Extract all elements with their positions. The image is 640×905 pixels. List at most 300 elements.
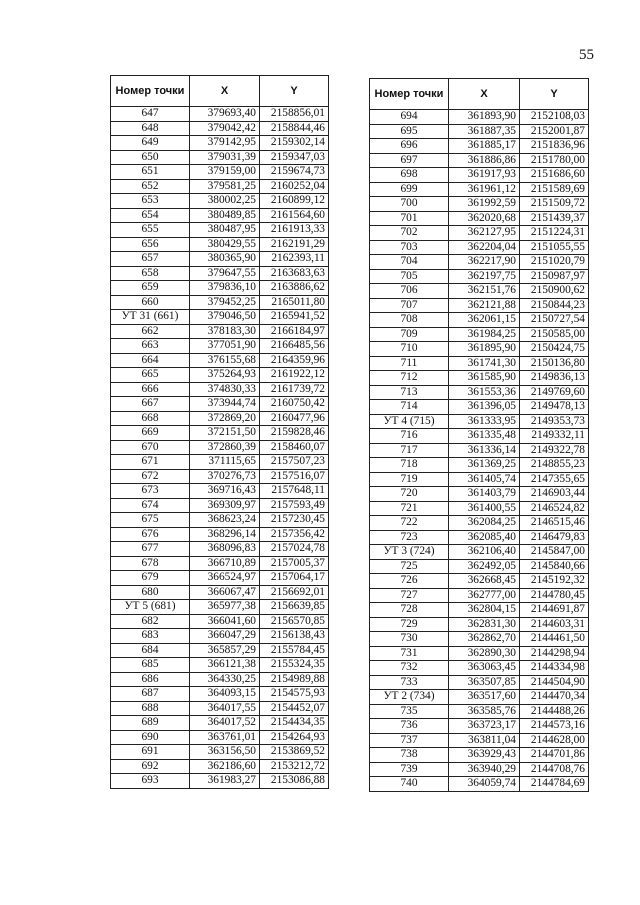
- point-number-cell: 688: [111, 701, 190, 716]
- point-number-cell: 665: [111, 368, 190, 383]
- y-coordinate-cell: 2166184,97: [260, 324, 329, 339]
- y-coordinate-cell: 2156570,85: [260, 614, 329, 629]
- table-row: [370, 458, 589, 473]
- point-number-cell: 737: [370, 733, 449, 748]
- y-coordinate-cell: 2151686,60: [520, 168, 589, 183]
- coordinates-table-left: [110, 75, 329, 789]
- point-number-cell: 676: [111, 527, 190, 542]
- point-number-cell: 670: [111, 440, 190, 455]
- table-row: [111, 339, 329, 354]
- x-coordinate-cell: 366121,38: [190, 658, 260, 673]
- point-number-cell: 703: [370, 240, 449, 255]
- table-row: [370, 617, 589, 632]
- point-number-cell: 694: [370, 110, 449, 125]
- x-coordinate-cell: 364017,55: [190, 701, 260, 716]
- point-number-cell: 657: [111, 252, 190, 267]
- y-coordinate-cell: 2147355,65: [520, 472, 589, 487]
- table-row: [111, 252, 329, 267]
- table-row: [111, 353, 329, 368]
- x-coordinate-cell: 377051,90: [190, 339, 260, 354]
- table-row: [111, 136, 329, 151]
- x-coordinate-cell: 362085,40: [449, 530, 520, 545]
- header-point-number: Номер точки: [370, 79, 449, 110]
- table-row: [370, 414, 589, 429]
- table-row: [111, 658, 329, 673]
- y-coordinate-cell: 2160477,96: [260, 411, 329, 426]
- table-row: [111, 513, 329, 528]
- y-coordinate-cell: 2159347,03: [260, 150, 329, 165]
- y-coordinate-cell: 2146479,83: [520, 530, 589, 545]
- point-number-cell: 740: [370, 777, 449, 792]
- x-coordinate-cell: 361369,25: [449, 458, 520, 473]
- point-number-cell: 712: [370, 371, 449, 386]
- table-row: [111, 469, 329, 484]
- x-coordinate-cell: 362890,30: [449, 646, 520, 661]
- table-row: [111, 556, 329, 571]
- y-coordinate-cell: 2161564,60: [260, 208, 329, 223]
- point-number-cell: 726: [370, 574, 449, 589]
- table-row: [111, 614, 329, 629]
- x-coordinate-cell: 375264,93: [190, 368, 260, 383]
- x-coordinate-cell: 362668,45: [449, 574, 520, 589]
- point-number-cell: 710: [370, 342, 449, 357]
- x-coordinate-cell: 362217,90: [449, 255, 520, 270]
- x-coordinate-cell: 361886,86: [449, 153, 520, 168]
- point-number-cell: УТ 3 (724): [370, 545, 449, 560]
- y-coordinate-cell: 2146524,82: [520, 501, 589, 516]
- point-number-cell: УТ 2 (734): [370, 690, 449, 705]
- table-row: [111, 397, 329, 412]
- point-number-cell: 687: [111, 687, 190, 702]
- y-coordinate-cell: 2145840,66: [520, 559, 589, 574]
- x-coordinate-cell: 368296,14: [190, 527, 260, 542]
- y-coordinate-cell: 2144573,16: [520, 719, 589, 734]
- table-row: [370, 516, 589, 531]
- point-number-cell: 722: [370, 516, 449, 531]
- x-coordinate-cell: 363156,50: [190, 745, 260, 760]
- table-row: [111, 150, 329, 165]
- point-number-cell: 683: [111, 629, 190, 644]
- header-x: X: [190, 76, 260, 107]
- point-number-cell: 655: [111, 223, 190, 238]
- y-coordinate-cell: 2144603,31: [520, 617, 589, 632]
- point-number-cell: 673: [111, 484, 190, 499]
- table-row: [370, 530, 589, 545]
- table-row: [370, 443, 589, 458]
- x-coordinate-cell: 379693,40: [190, 107, 260, 122]
- y-coordinate-cell: 2144708,76: [520, 762, 589, 777]
- point-number-cell: 654: [111, 208, 190, 223]
- table-row: [370, 472, 589, 487]
- table-row: [111, 600, 329, 615]
- point-number-cell: 682: [111, 614, 190, 629]
- y-coordinate-cell: 2150987,97: [520, 269, 589, 284]
- x-coordinate-cell: 361984,25: [449, 327, 520, 342]
- point-number-cell: 647: [111, 107, 190, 122]
- y-coordinate-cell: 2157516,07: [260, 469, 329, 484]
- y-coordinate-cell: 2145192,32: [520, 574, 589, 589]
- table-row: [370, 748, 589, 763]
- point-number-cell: 699: [370, 182, 449, 197]
- x-coordinate-cell: 361333,95: [449, 414, 520, 429]
- x-coordinate-cell: 366047,29: [190, 629, 260, 644]
- point-number-cell: 720: [370, 487, 449, 502]
- table-row: [370, 574, 589, 589]
- y-coordinate-cell: 2164359,96: [260, 353, 329, 368]
- y-coordinate-cell: 2151780,00: [520, 153, 589, 168]
- point-number-cell: 718: [370, 458, 449, 473]
- point-number-cell: 714: [370, 400, 449, 415]
- point-number-cell: 723: [370, 530, 449, 545]
- x-coordinate-cell: 362492,05: [449, 559, 520, 574]
- x-coordinate-cell: 363929,43: [449, 748, 520, 763]
- y-coordinate-cell: 2151439,37: [520, 211, 589, 226]
- x-coordinate-cell: 379452,25: [190, 295, 260, 310]
- point-number-cell: 729: [370, 617, 449, 632]
- x-coordinate-cell: 363940,29: [449, 762, 520, 777]
- point-number-cell: 671: [111, 455, 190, 470]
- table-row: [370, 269, 589, 284]
- table-row: [111, 774, 329, 789]
- table-row: [370, 501, 589, 516]
- table-row: [111, 701, 329, 716]
- table-row: [370, 675, 589, 690]
- y-coordinate-cell: 2149332,11: [520, 429, 589, 444]
- table-row: [370, 487, 589, 502]
- table-header-row: [111, 76, 329, 107]
- table-row: [370, 777, 589, 792]
- y-coordinate-cell: 2165941,52: [260, 310, 329, 325]
- point-number-cell: 700: [370, 197, 449, 212]
- x-coordinate-cell: 368623,24: [190, 513, 260, 528]
- x-coordinate-cell: 363811,04: [449, 733, 520, 748]
- table-row: [370, 690, 589, 705]
- table-row: [370, 588, 589, 603]
- y-coordinate-cell: 2150585,00: [520, 327, 589, 342]
- y-coordinate-cell: 2157593,49: [260, 498, 329, 513]
- table-row: [370, 139, 589, 154]
- y-coordinate-cell: 2150727,54: [520, 313, 589, 328]
- y-coordinate-cell: 2156138,43: [260, 629, 329, 644]
- x-coordinate-cell: 372869,20: [190, 411, 260, 426]
- table-row: [370, 124, 589, 139]
- point-number-cell: УТ 31 (661): [111, 310, 190, 325]
- point-number-cell: 697: [370, 153, 449, 168]
- table-row: [111, 629, 329, 644]
- y-coordinate-cell: 2144470,34: [520, 690, 589, 705]
- x-coordinate-cell: 361335,48: [449, 429, 520, 444]
- table-row: [111, 266, 329, 281]
- point-number-cell: 656: [111, 237, 190, 252]
- point-number-cell: 653: [111, 194, 190, 209]
- y-coordinate-cell: 2149836,13: [520, 371, 589, 386]
- y-coordinate-cell: 2155784,45: [260, 643, 329, 658]
- table-row: [370, 313, 589, 328]
- x-coordinate-cell: 364059,74: [449, 777, 520, 792]
- x-coordinate-cell: 361585,90: [449, 371, 520, 386]
- x-coordinate-cell: 380002,25: [190, 194, 260, 209]
- x-coordinate-cell: 364017,52: [190, 716, 260, 731]
- x-coordinate-cell: 361403,79: [449, 487, 520, 502]
- x-coordinate-cell: 379046,50: [190, 310, 260, 325]
- point-number-cell: 728: [370, 603, 449, 618]
- y-coordinate-cell: 2150900,62: [520, 284, 589, 299]
- point-number-cell: 702: [370, 226, 449, 241]
- table-row: [370, 733, 589, 748]
- table-row: [111, 281, 329, 296]
- x-coordinate-cell: 362127,95: [449, 226, 520, 241]
- y-coordinate-cell: 2156692,01: [260, 585, 329, 600]
- y-coordinate-cell: 2144461,50: [520, 632, 589, 647]
- point-number-cell: 677: [111, 542, 190, 557]
- y-coordinate-cell: 2150424,75: [520, 342, 589, 357]
- x-coordinate-cell: 361895,90: [449, 342, 520, 357]
- table-row: [370, 211, 589, 226]
- x-coordinate-cell: 362061,15: [449, 313, 520, 328]
- y-coordinate-cell: 2151836,96: [520, 139, 589, 154]
- point-number-cell: 672: [111, 469, 190, 484]
- table-row: [111, 716, 329, 731]
- y-coordinate-cell: 2166485,56: [260, 339, 329, 354]
- y-coordinate-cell: 2154452,07: [260, 701, 329, 716]
- x-coordinate-cell: 366041,60: [190, 614, 260, 629]
- point-number-cell: 648: [111, 121, 190, 136]
- y-coordinate-cell: 2149353,73: [520, 414, 589, 429]
- point-number-cell: 667: [111, 397, 190, 412]
- y-coordinate-cell: 2151589,69: [520, 182, 589, 197]
- point-number-cell: 721: [370, 501, 449, 516]
- y-coordinate-cell: 2145847,00: [520, 545, 589, 560]
- table-body-right: [370, 110, 589, 792]
- y-coordinate-cell: 2157005,37: [260, 556, 329, 571]
- x-coordinate-cell: 372151,50: [190, 426, 260, 441]
- x-coordinate-cell: 362106,40: [449, 545, 520, 560]
- y-coordinate-cell: 2157648,11: [260, 484, 329, 499]
- table-row: [111, 121, 329, 136]
- y-coordinate-cell: 2155324,35: [260, 658, 329, 673]
- y-coordinate-cell: 2152001,87: [520, 124, 589, 139]
- x-coordinate-cell: 361961,12: [449, 182, 520, 197]
- point-number-cell: 690: [111, 730, 190, 745]
- x-coordinate-cell: 361396,05: [449, 400, 520, 415]
- y-coordinate-cell: 2146903,44: [520, 487, 589, 502]
- table-body-left: [111, 107, 329, 789]
- x-coordinate-cell: 361893,90: [449, 110, 520, 125]
- page-number: 55: [579, 47, 594, 63]
- point-number-cell: 678: [111, 556, 190, 571]
- point-number-cell: 709: [370, 327, 449, 342]
- y-coordinate-cell: 2158460,07: [260, 440, 329, 455]
- table-row: [111, 237, 329, 252]
- point-number-cell: 651: [111, 165, 190, 180]
- point-number-cell: 739: [370, 762, 449, 777]
- coordinates-table-right: [369, 78, 589, 792]
- x-coordinate-cell: 363507,85: [449, 675, 520, 690]
- x-coordinate-cell: 366067,47: [190, 585, 260, 600]
- table-row: [370, 429, 589, 444]
- y-coordinate-cell: 2153212,72: [260, 759, 329, 774]
- point-number-cell: 695: [370, 124, 449, 139]
- point-number-cell: 707: [370, 298, 449, 313]
- header-x: X: [449, 79, 520, 110]
- table-row: [111, 759, 329, 774]
- y-coordinate-cell: 2160750,42: [260, 397, 329, 412]
- point-number-cell: 663: [111, 339, 190, 354]
- point-number-cell: 693: [111, 774, 190, 789]
- y-coordinate-cell: 2144691,87: [520, 603, 589, 618]
- y-coordinate-cell: 2163886,62: [260, 281, 329, 296]
- y-coordinate-cell: 2144628,00: [520, 733, 589, 748]
- table-row: [370, 298, 589, 313]
- y-coordinate-cell: 2149769,60: [520, 385, 589, 400]
- y-coordinate-cell: 2159828,46: [260, 426, 329, 441]
- point-number-cell: 727: [370, 588, 449, 603]
- x-coordinate-cell: 369716,43: [190, 484, 260, 499]
- table-row: [111, 484, 329, 499]
- table-row: [370, 646, 589, 661]
- y-coordinate-cell: 2160899,12: [260, 194, 329, 209]
- x-coordinate-cell: 379142,95: [190, 136, 260, 151]
- y-coordinate-cell: 2151224,31: [520, 226, 589, 241]
- point-number-cell: 652: [111, 179, 190, 194]
- x-coordinate-cell: 362862,70: [449, 632, 520, 647]
- table-row: [111, 165, 329, 180]
- x-coordinate-cell: 361983,27: [190, 774, 260, 789]
- x-coordinate-cell: 362151,76: [449, 284, 520, 299]
- x-coordinate-cell: 379647,55: [190, 266, 260, 281]
- y-coordinate-cell: 2157064,17: [260, 571, 329, 586]
- x-coordinate-cell: 362777,00: [449, 588, 520, 603]
- y-coordinate-cell: 2153086,88: [260, 774, 329, 789]
- y-coordinate-cell: 2160252,04: [260, 179, 329, 194]
- y-coordinate-cell: 2161922,12: [260, 368, 329, 383]
- y-coordinate-cell: 2163683,63: [260, 266, 329, 281]
- x-coordinate-cell: 379836,10: [190, 281, 260, 296]
- point-number-cell: 711: [370, 356, 449, 371]
- point-number-cell: 684: [111, 643, 190, 658]
- x-coordinate-cell: 380365,90: [190, 252, 260, 267]
- x-coordinate-cell: 373944,74: [190, 397, 260, 412]
- y-coordinate-cell: 2151055,55: [520, 240, 589, 255]
- point-number-cell: 660: [111, 295, 190, 310]
- y-coordinate-cell: 2144780,45: [520, 588, 589, 603]
- x-coordinate-cell: 363723,17: [449, 719, 520, 734]
- x-coordinate-cell: 363063,45: [449, 661, 520, 676]
- x-coordinate-cell: 374830,33: [190, 382, 260, 397]
- x-coordinate-cell: 376155,68: [190, 353, 260, 368]
- table-row: [111, 107, 329, 122]
- x-coordinate-cell: 379042,42: [190, 121, 260, 136]
- x-coordinate-cell: 363761,01: [190, 730, 260, 745]
- x-coordinate-cell: 363585,76: [449, 704, 520, 719]
- x-coordinate-cell: 366524,97: [190, 571, 260, 586]
- table-row: [111, 571, 329, 586]
- point-number-cell: УТ 4 (715): [370, 414, 449, 429]
- point-number-cell: 659: [111, 281, 190, 296]
- point-number-cell: 713: [370, 385, 449, 400]
- point-number-cell: 725: [370, 559, 449, 574]
- table-row: [111, 687, 329, 702]
- y-coordinate-cell: 2144504,90: [520, 675, 589, 690]
- y-coordinate-cell: 2146515,46: [520, 516, 589, 531]
- table-row: [370, 168, 589, 183]
- header-y: Y: [520, 79, 589, 110]
- x-coordinate-cell: 361336,14: [449, 443, 520, 458]
- point-number-cell: 650: [111, 150, 190, 165]
- point-number-cell: 696: [370, 139, 449, 154]
- table-row: [370, 182, 589, 197]
- table-row: [111, 498, 329, 513]
- table-row: [111, 179, 329, 194]
- x-coordinate-cell: 365977,38: [190, 600, 260, 615]
- y-coordinate-cell: 2144701,86: [520, 748, 589, 763]
- point-number-cell: 704: [370, 255, 449, 270]
- point-number-cell: 674: [111, 498, 190, 513]
- point-number-cell: УТ 5 (681): [111, 600, 190, 615]
- point-number-cell: 706: [370, 284, 449, 299]
- y-coordinate-cell: 2159302,14: [260, 136, 329, 151]
- y-coordinate-cell: 2152108,03: [520, 110, 589, 125]
- point-number-cell: 717: [370, 443, 449, 458]
- point-number-cell: 701: [370, 211, 449, 226]
- y-coordinate-cell: 2159674,73: [260, 165, 329, 180]
- table-row: [370, 284, 589, 299]
- x-coordinate-cell: 379159,00: [190, 165, 260, 180]
- point-number-cell: 685: [111, 658, 190, 673]
- y-coordinate-cell: 2161913,33: [260, 223, 329, 238]
- x-coordinate-cell: 380487,95: [190, 223, 260, 238]
- x-coordinate-cell: 362831,30: [449, 617, 520, 632]
- y-coordinate-cell: 2151020,79: [520, 255, 589, 270]
- point-number-cell: 668: [111, 411, 190, 426]
- table-row: [370, 342, 589, 357]
- table-row: [370, 559, 589, 574]
- x-coordinate-cell: 366710,89: [190, 556, 260, 571]
- x-coordinate-cell: 379031,39: [190, 150, 260, 165]
- point-number-cell: 679: [111, 571, 190, 586]
- point-number-cell: 691: [111, 745, 190, 760]
- table-row: [111, 368, 329, 383]
- table-row: [370, 371, 589, 386]
- y-coordinate-cell: 2144488,26: [520, 704, 589, 719]
- table-row: [111, 194, 329, 209]
- y-coordinate-cell: 2153869,52: [260, 745, 329, 760]
- point-number-cell: 735: [370, 704, 449, 719]
- table-row: [111, 223, 329, 238]
- table-row: [111, 672, 329, 687]
- table-row: [111, 426, 329, 441]
- point-number-cell: 666: [111, 382, 190, 397]
- y-coordinate-cell: 2162393,11: [260, 252, 329, 267]
- header-y: Y: [260, 76, 329, 107]
- point-number-cell: 708: [370, 313, 449, 328]
- y-coordinate-cell: 2148855,23: [520, 458, 589, 473]
- y-coordinate-cell: 2161739,72: [260, 382, 329, 397]
- table-row: [370, 385, 589, 400]
- y-coordinate-cell: 2151509,72: [520, 197, 589, 212]
- point-number-cell: 664: [111, 353, 190, 368]
- table-row: [370, 719, 589, 734]
- point-number-cell: 732: [370, 661, 449, 676]
- table-row: [370, 704, 589, 719]
- x-coordinate-cell: 370276,73: [190, 469, 260, 484]
- y-coordinate-cell: 2162191,29: [260, 237, 329, 252]
- y-coordinate-cell: 2156639,85: [260, 600, 329, 615]
- table-row: [111, 542, 329, 557]
- table-row: [370, 226, 589, 241]
- table-row: [370, 327, 589, 342]
- table-row: [370, 255, 589, 270]
